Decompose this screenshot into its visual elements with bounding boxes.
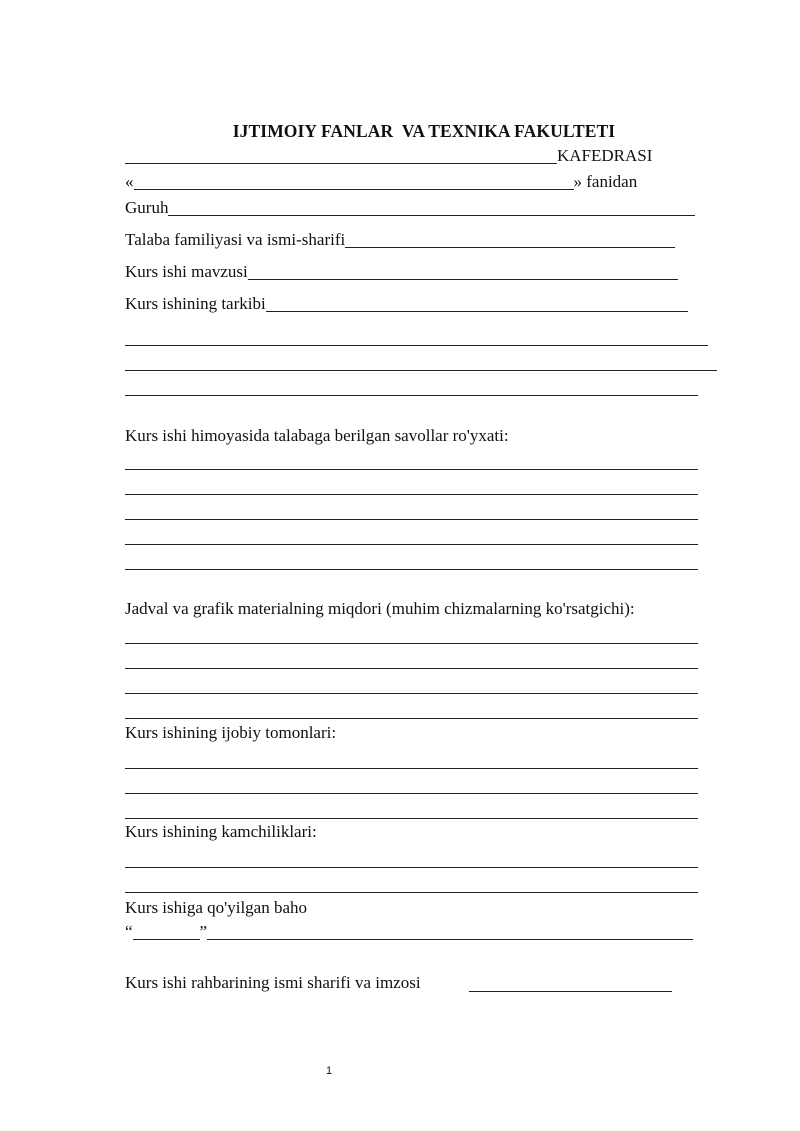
topic-row	[125, 261, 678, 283]
subject-open-quote: «	[125, 172, 134, 191]
questions-line[interactable]	[125, 569, 698, 570]
composition-line[interactable]	[125, 370, 717, 371]
questions-line[interactable]	[125, 494, 698, 495]
supervisor-signature-line[interactable]	[469, 991, 672, 992]
questions-line[interactable]	[125, 544, 698, 545]
department-blank[interactable]	[125, 162, 557, 164]
page-number: 1	[326, 1065, 333, 1077]
positives-line[interactable]	[125, 818, 698, 819]
grade-value-blank[interactable]	[133, 938, 200, 940]
group-blank[interactable]	[168, 214, 695, 216]
questions-line[interactable]	[125, 519, 698, 520]
grade-words-blank[interactable]	[207, 938, 693, 940]
materials-line[interactable]	[125, 718, 698, 719]
department-row	[125, 145, 652, 167]
student-blank[interactable]	[345, 246, 675, 248]
positives-heading: Kurs ishining ijobiy tomonlari:	[125, 723, 337, 742]
materials-line[interactable]	[125, 693, 698, 694]
grade-row	[125, 921, 693, 943]
topic-label: Kurs ishi mavzusi	[125, 262, 248, 281]
composition-row	[125, 293, 688, 315]
positives-line[interactable]	[125, 793, 698, 794]
student-label: Talaba familiyasi va ismi-sharifi	[125, 230, 346, 249]
composition-line[interactable]	[125, 395, 698, 396]
composition-line[interactable]	[125, 345, 708, 346]
subject-blank[interactable]	[134, 188, 574, 190]
grade-open-quote: “	[125, 922, 133, 941]
questions-heading: Kurs ishi himoyasida talabaga berilgan savollar ro'yxati:	[125, 426, 509, 445]
materials-line[interactable]	[125, 643, 698, 644]
subject-label: » fanidan	[573, 172, 638, 191]
group-row	[125, 197, 695, 219]
grade-close-quote: ”	[199, 922, 208, 941]
supervisor-label: Kurs ishi rahbarining ismi sharifi va imzosi	[125, 973, 421, 992]
composition-blank[interactable]	[266, 310, 688, 312]
shortcomings-line[interactable]	[125, 892, 698, 893]
subject-row	[125, 171, 637, 193]
positives-line[interactable]	[125, 768, 698, 769]
materials-line[interactable]	[125, 668, 698, 669]
materials-heading: Jadval va grafik materialning miqdori (muhim chizmalarning ko'rsatgichi):	[125, 599, 635, 618]
department-label: KAFEDRASI	[557, 146, 653, 165]
group-label: Guruh	[125, 198, 169, 217]
shortcomings-heading: Kurs ishining kamchiliklari:	[125, 822, 317, 841]
shortcomings-line[interactable]	[125, 867, 698, 868]
grade-heading: Kurs ishiga qo'yilgan baho	[125, 898, 308, 917]
composition-label: Kurs ishining tarkibi	[125, 294, 266, 313]
faculty-title: IJTIMOIY FANLAR VA TEXNIKA FAKULTETI	[232, 121, 616, 141]
topic-blank[interactable]	[248, 278, 678, 280]
student-row	[125, 229, 675, 251]
questions-line[interactable]	[125, 469, 698, 470]
